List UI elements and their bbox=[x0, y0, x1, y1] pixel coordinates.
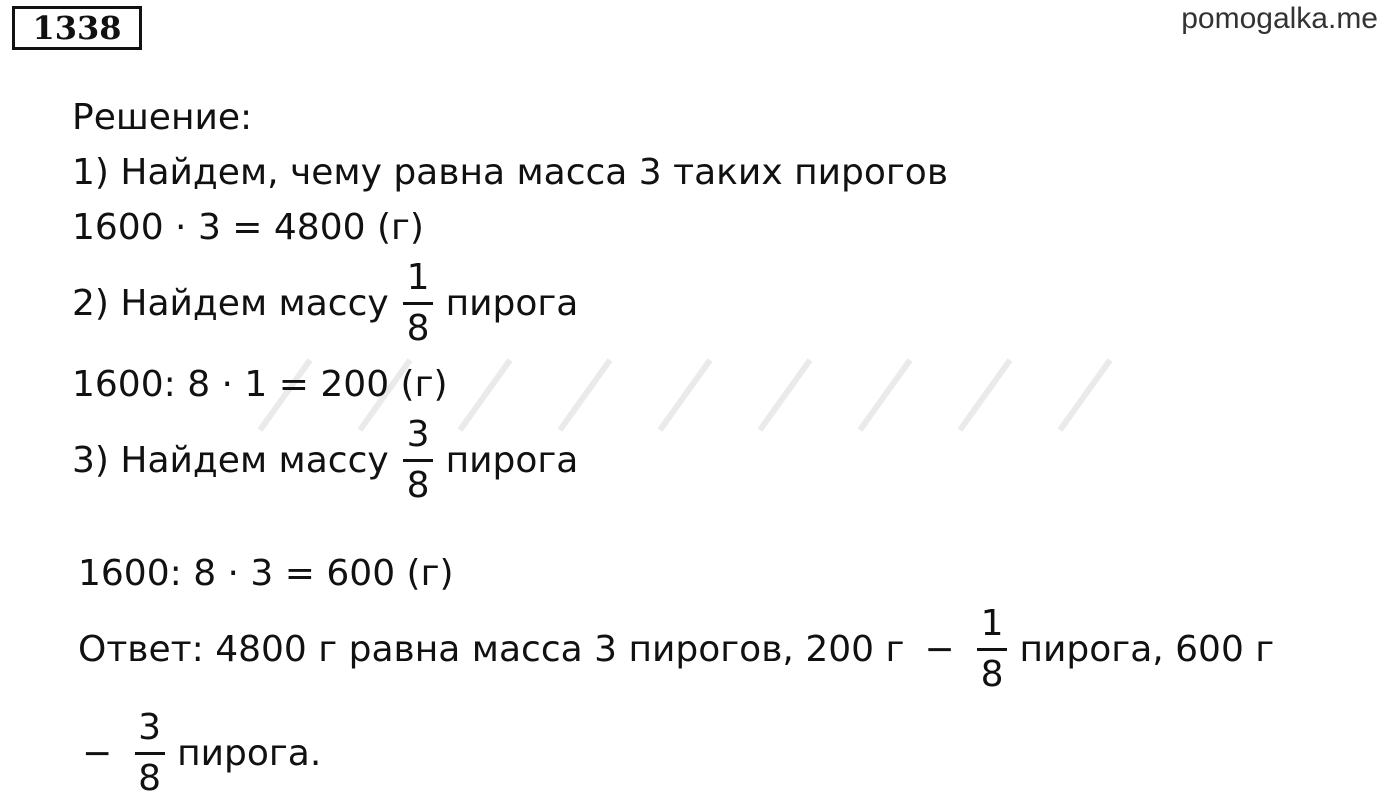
fraction-denominator: 8 bbox=[980, 654, 1004, 695]
step-3-suffix: пирога bbox=[445, 439, 579, 481]
fraction-one-eighth bbox=[403, 257, 434, 349]
fraction-denominator: 8 bbox=[406, 465, 430, 506]
answer-part-3: пирога. bbox=[177, 732, 322, 774]
solution-heading bbox=[72, 97, 253, 138]
answer-part-2: пирога, 600 г bbox=[1019, 628, 1275, 670]
fraction-numerator: 3 bbox=[406, 414, 430, 455]
step-3-prefix: 3) Найдем массу bbox=[72, 439, 389, 481]
calculation-1 bbox=[72, 207, 424, 248]
step-1-text: 1) Найдем, чему равна масса 3 таких пирогов bbox=[72, 152, 949, 193]
calculation-1-text: 1600 · 3 = 4800 (г) bbox=[72, 207, 424, 248]
calculation-3 bbox=[78, 553, 454, 594]
fraction-numerator: 3 bbox=[138, 707, 162, 748]
fraction-three-eighths bbox=[403, 414, 434, 506]
calculation-3-text: 1600: 8 · 3 = 600 (г) bbox=[78, 553, 454, 594]
fraction-denominator: 8 bbox=[406, 308, 430, 349]
problem-number: 1338 bbox=[32, 9, 122, 47]
fraction-numerator: 1 bbox=[406, 257, 430, 298]
step-1 bbox=[72, 152, 949, 193]
step-2 bbox=[72, 257, 579, 349]
answer-line-2 bbox=[78, 707, 322, 799]
problem-number-box bbox=[12, 6, 142, 50]
step-2-prefix: 2) Найдем массу bbox=[72, 282, 389, 324]
answer-line-1 bbox=[78, 603, 1275, 695]
step-2-suffix: пирога bbox=[445, 282, 579, 324]
calculation-2 bbox=[72, 364, 448, 405]
answer-part-1: Ответ: 4800 г равна масса 3 пирогов, 200 г bbox=[78, 628, 905, 670]
step-3 bbox=[72, 414, 579, 506]
solution-heading-text: Решение: bbox=[72, 97, 253, 138]
site-watermark-label: pomogalka.me bbox=[1181, 2, 1378, 35]
answer-fraction-one-eighth bbox=[977, 603, 1008, 695]
calculation-2-text: 1600: 8 · 1 = 200 (г) bbox=[72, 364, 448, 405]
answer-dash-2: − bbox=[82, 732, 113, 774]
fraction-denominator: 8 bbox=[138, 758, 162, 799]
answer-fraction-three-eighths bbox=[134, 707, 165, 799]
fraction-numerator: 1 bbox=[980, 603, 1004, 644]
answer-dash-1: − bbox=[924, 628, 955, 670]
